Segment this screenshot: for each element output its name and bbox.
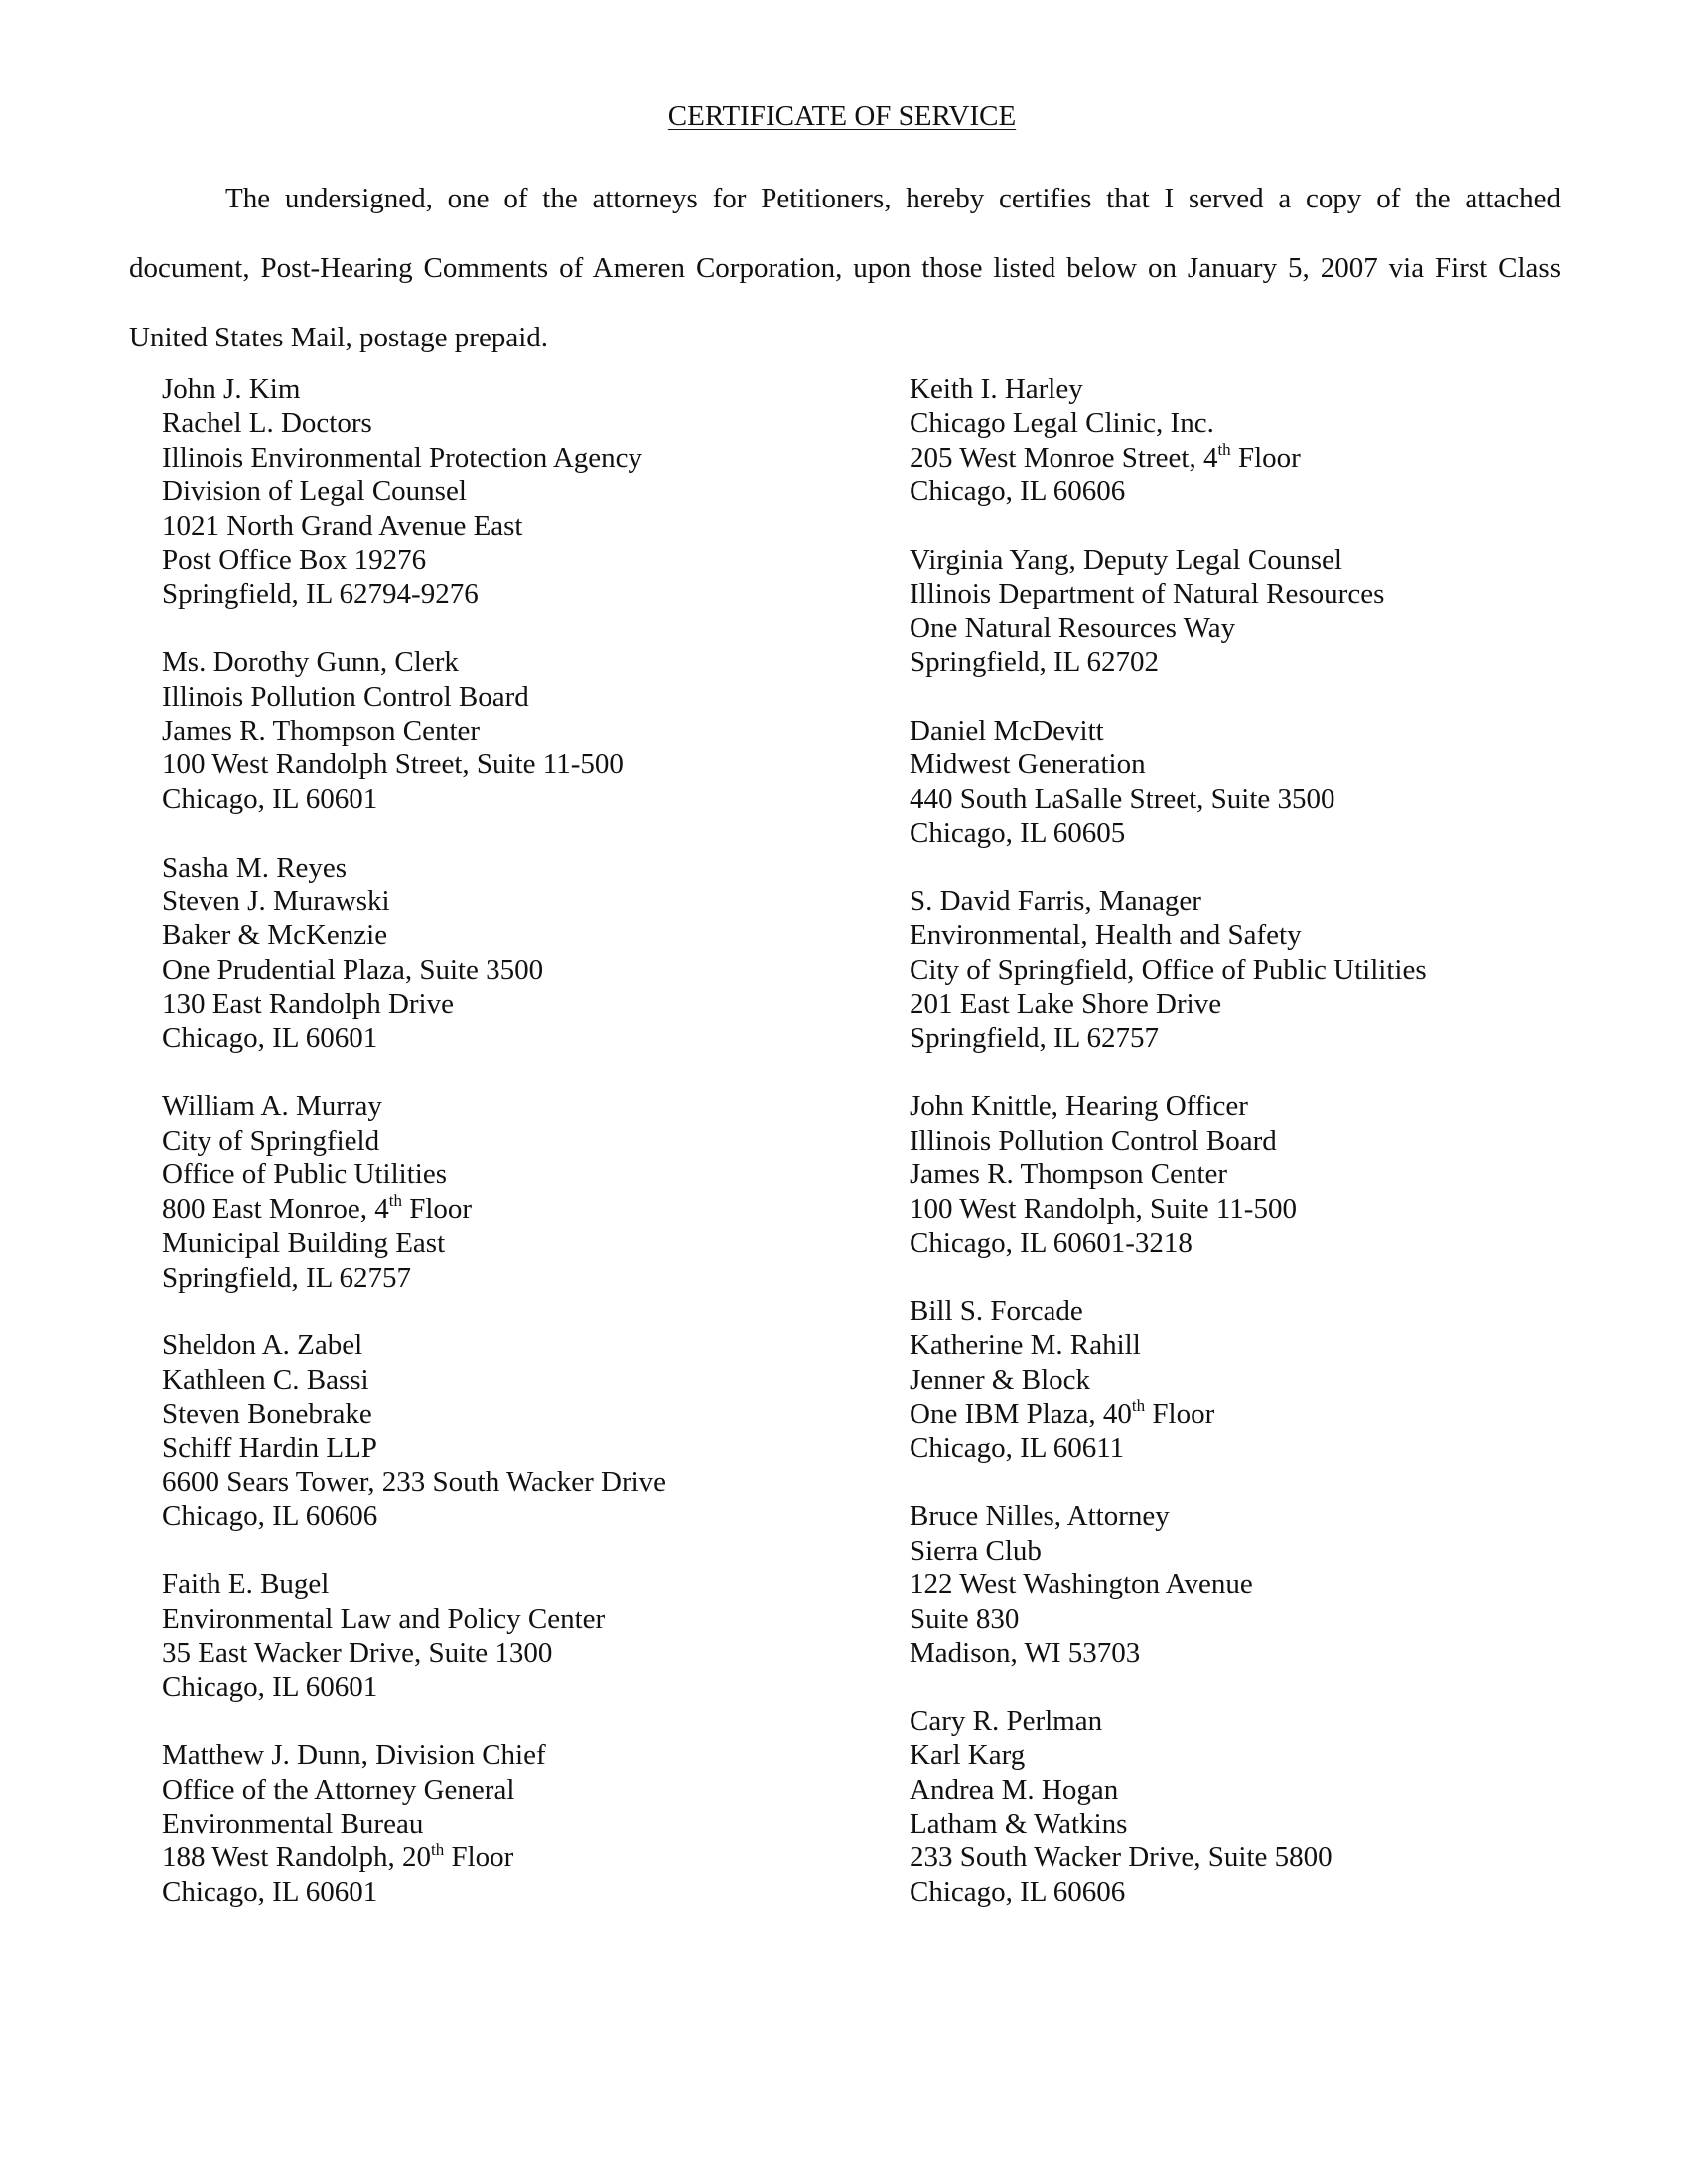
address-line: Suite 830 [910, 1602, 1020, 1635]
ordinal-suffix: th [431, 1840, 445, 1859]
service-entry [162, 1328, 877, 1533]
address-line: Chicago, IL 60606 [910, 476, 1126, 508]
address-line: Bruce Nilles, Attorney [910, 1500, 1170, 1533]
address-line: John Knittle, Hearing Officer [910, 1090, 1248, 1123]
address-line: Illinois Department of Natural Resources [910, 578, 1385, 611]
address-line: Chicago, IL 60606 [162, 1500, 378, 1533]
intro-line-1: The undersigned, one of the attorneys for Petitioners, hereby certifies that I served a copy of the attached [225, 183, 1561, 214]
address-line: Latham & Watkins [910, 1807, 1128, 1840]
intro-line-3: United States Mail, postage prepaid. [129, 322, 549, 353]
address-line: Virginia Yang, Deputy Legal Counsel [910, 544, 1342, 577]
address-line: Ms. Dorothy Gunn, Clerk [162, 646, 459, 679]
address-line: Steven J. Murawski [162, 886, 390, 918]
service-entry [162, 372, 877, 612]
address-line: Environmental, Health and Safety [910, 919, 1302, 952]
address-line: Environmental Bureau [162, 1807, 424, 1840]
address-line: Steven Bonebrake [162, 1398, 372, 1431]
address-line: Katherine M. Rahill [910, 1329, 1141, 1362]
address-line-part: 800 East Monroe, 4 [162, 1192, 389, 1225]
address-line: City of Springfield, Office of Public Utilities [910, 953, 1427, 986]
address-line: 100 West Randolph Street, Suite 11-500 [162, 749, 624, 781]
address-line: James R. Thompson Center [910, 1159, 1228, 1191]
address-line: Sheldon A. Zabel [162, 1329, 363, 1362]
address-line: 6600 Sears Tower, 233 South Wacker Drive [162, 1465, 667, 1498]
address-line [910, 1397, 1605, 1431]
service-entry [162, 1738, 877, 1909]
address-line: Chicago, IL 60601-3218 [910, 1227, 1193, 1260]
address-line: 130 East Randolph Drive [162, 988, 454, 1021]
document-title [0, 99, 1684, 133]
address-line: Illinois Pollution Control Board [910, 1124, 1277, 1157]
address-line: Environmental Law and Policy Center [162, 1602, 606, 1635]
address-line: Rachel L. Doctors [162, 407, 372, 440]
address-line: 233 South Wacker Drive, Suite 5800 [910, 1842, 1333, 1874]
service-entry [162, 1568, 877, 1705]
address-line: 35 East Wacker Drive, Suite 1300 [162, 1636, 553, 1669]
address-line: Office of Public Utilities [162, 1159, 447, 1191]
address-line: Keith I. Harley [910, 373, 1083, 405]
address-line: 440 South LaSalle Street, Suite 3500 [910, 782, 1335, 815]
address-line: Post Office Box 19276 [162, 544, 427, 577]
address-line-part: 205 West Monroe Street, 4 [910, 441, 1218, 474]
address-line: 100 West Randolph, Suite 11-500 [910, 1192, 1297, 1225]
address-line-part: Floor [444, 1842, 514, 1874]
address-line: Chicago, IL 60606 [910, 1875, 1126, 1908]
service-entry [910, 372, 1605, 509]
ordinal-suffix: th [1131, 1396, 1146, 1416]
address-line: 122 West Washington Avenue [910, 1569, 1253, 1601]
intro-paragraph [129, 164, 1561, 372]
address-line: Karl Karg [910, 1739, 1026, 1772]
address-line: Sierra Club [910, 1534, 1042, 1567]
address-line: Kathleen C. Bassi [162, 1363, 369, 1396]
address-line: Chicago, IL 60611 [910, 1432, 1125, 1464]
address-line-part: Floor [401, 1192, 473, 1225]
address-line: Springfield, IL 62702 [910, 646, 1160, 679]
service-entry [162, 1089, 877, 1294]
address-line: James R. Thompson Center [162, 715, 481, 748]
address-line: Division of Legal Counsel [162, 476, 467, 508]
address-line: Springfield, IL 62757 [162, 1261, 412, 1294]
address-line: Chicago, IL 60601 [162, 1022, 378, 1054]
address-line: Springfield, IL 62757 [910, 1022, 1160, 1054]
address-line-part: 188 West Randolph, 20 [162, 1842, 432, 1874]
service-entry [162, 851, 877, 1055]
address-line [162, 1841, 877, 1874]
address-line: Faith E. Bugel [162, 1569, 330, 1601]
address-line-part: One IBM Plaza, 40 [910, 1398, 1132, 1431]
left-address-column [162, 372, 877, 1944]
address-line: City of Springfield [162, 1124, 380, 1157]
address-line: Sasha M. Reyes [162, 851, 348, 884]
address-line: 201 East Lake Shore Drive [910, 988, 1222, 1021]
service-entry [910, 1499, 1605, 1670]
address-line [910, 441, 1605, 475]
address-line: Cary R. Perlman [910, 1705, 1103, 1737]
address-line: Daniel McDevitt [910, 715, 1104, 748]
service-entry [910, 1705, 1605, 1909]
service-entry [910, 885, 1605, 1055]
address-line: Chicago, IL 60601 [162, 1671, 378, 1704]
address-line: Baker & McKenzie [162, 919, 388, 952]
address-line: Schiff Hardin LLP [162, 1432, 377, 1464]
right-address-column [910, 372, 1605, 1944]
address-line: S. David Farris, Manager [910, 886, 1201, 918]
address-line: Jenner & Block [910, 1363, 1091, 1396]
address-line: Springfield, IL 62794-9276 [162, 578, 479, 611]
ordinal-suffix: th [1217, 440, 1231, 460]
address-line: Bill S. Forcade [910, 1295, 1083, 1327]
address-line-part: Floor [1145, 1398, 1215, 1431]
address-line: William A. Murray [162, 1090, 382, 1123]
service-entry [910, 1295, 1605, 1465]
address-line: Illinois Pollution Control Board [162, 680, 529, 713]
service-entry [910, 1089, 1605, 1260]
address-line: One Prudential Plaza, Suite 3500 [162, 953, 544, 986]
address-line: John J. Kim [162, 373, 301, 405]
address-line: Matthew J. Dunn, Division Chief [162, 1739, 546, 1772]
address-line: Illinois Environmental Protection Agency [162, 441, 643, 474]
address-line: Andrea M. Hogan [910, 1773, 1119, 1806]
address-line-part: Floor [1230, 441, 1301, 474]
address-line: Midwest Generation [910, 749, 1146, 781]
address-line: Office of the Attorney General [162, 1773, 515, 1806]
address-line: Chicago, IL 60605 [910, 817, 1126, 850]
address-line: 1021 North Grand Avenue East [162, 509, 523, 542]
address-line: One Natural Resources Way [910, 612, 1236, 644]
title-text: CERTIFICATE OF SERVICE [667, 100, 1017, 132]
service-entry [162, 645, 877, 816]
address-line: Madison, WI 53703 [910, 1636, 1141, 1669]
ordinal-suffix: th [388, 1191, 402, 1211]
address-line: Chicago, IL 60601 [162, 782, 378, 815]
service-entry [910, 714, 1605, 851]
address-line [162, 1192, 877, 1226]
intro-line-2: document, Post-Hearing Comments of Ameren Corporation, upon those listed below on January 5, 2007 via First Class [129, 252, 1561, 284]
address-line: Chicago, IL 60601 [162, 1875, 378, 1908]
address-line: Municipal Building East [162, 1227, 446, 1260]
address-line: Chicago Legal Clinic, Inc. [910, 407, 1214, 440]
service-entry [910, 543, 1605, 680]
